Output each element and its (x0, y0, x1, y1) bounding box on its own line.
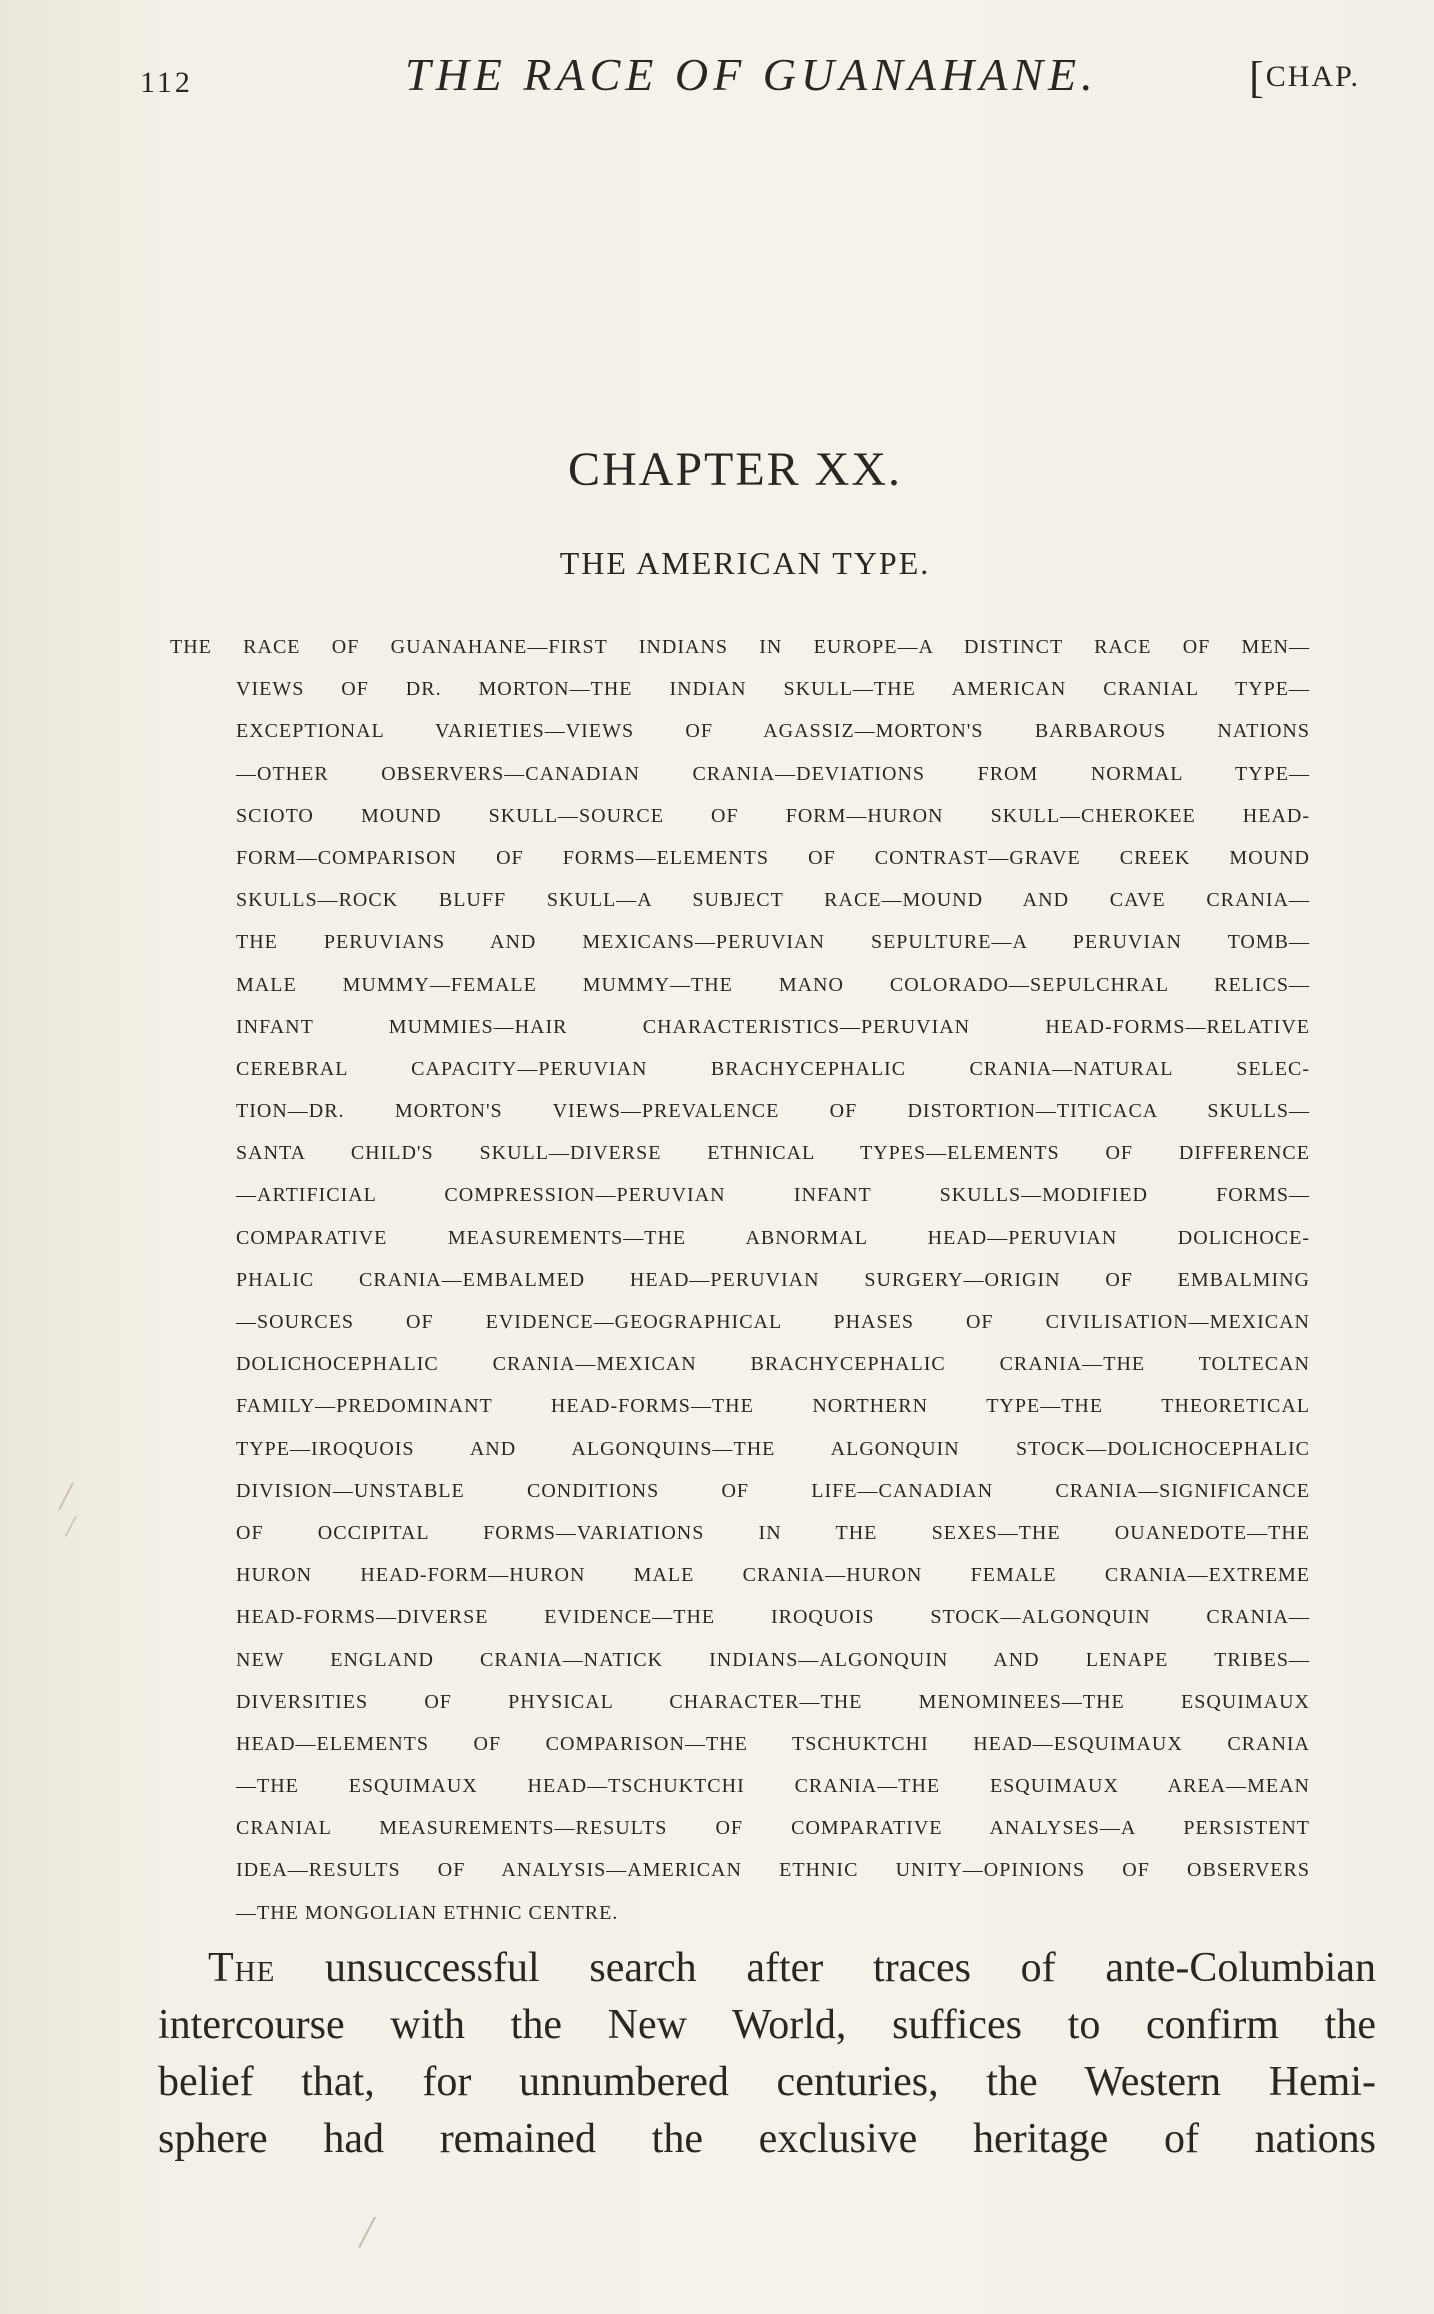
body-paragraph (158, 1940, 1376, 2168)
chapter-heading: CHAPTER XX. (567, 443, 903, 496)
body-line-text: unsuccessful search after traces of ante-Columbian (275, 1945, 1376, 1991)
synopsis-line: SANTA CHILD'S SKULL—DIVERSE ETHNICAL TYPES—ELEMENTS OF DIFFERENCE (236, 1142, 1310, 1165)
synopsis-line: —OTHER OBSERVERS—CANADIAN CRANIA—DEVIATIONS FROM NORMAL TYPE— (236, 762, 1310, 785)
synopsis-line: CRANIAL MEASUREMENTS—RESULTS OF COMPARATIVE ANALYSES—A PERSISTENT (236, 1817, 1310, 1840)
synopsis-line: —ARTIFICIAL COMPRESSION—PERUVIAN INFANT SKULLS—MODIFIED FORMS— (236, 1184, 1310, 1207)
synopsis-line: FAMILY—PREDOMINANT HEAD-FORMS—THE NORTHERN TYPE—THE THEORETICAL (236, 1395, 1310, 1418)
chapter-mark (1249, 52, 1360, 103)
body-line (158, 1940, 1376, 1997)
synopsis-line: —THE MONGOLIAN ETHNIC CENTRE. (236, 1901, 619, 1924)
synopsis-line: DIVERSITIES OF PHYSICAL CHARACTER—THE MENOMINEES—THE ESQUIMAUX (236, 1690, 1310, 1713)
page-number: 112 (140, 66, 193, 99)
synopsis-line: NEW ENGLAND CRANIA—NATICK INDIANS—ALGONQUIN AND LENAPE TRIBES— (236, 1648, 1310, 1671)
body-line: intercourse with the New World, suffices to confirm the (158, 2002, 1376, 2048)
synopsis-line: THE RACE OF GUANAHANE—FIRST INDIANS IN EUROPE—A DISTINCT RACE OF MEN— (170, 636, 1310, 658)
running-title: THE RACE OF GUANAHANE. (405, 49, 1098, 100)
running-head (140, 48, 1360, 108)
body-line: belief that, for unnumbered centuries, the Western Hemi- (158, 2059, 1376, 2105)
first-word: The (208, 1945, 276, 1991)
synopsis-line: COMPARATIVE MEASUREMENTS—THE ABNORMAL HEAD—PERUVIAN DOLICHOCE- (236, 1226, 1310, 1249)
synopsis-line: SCIOTO MOUND SKULL—SOURCE OF FORM—HURON SKULL—CHEROKEE HEAD- (236, 804, 1310, 827)
synopsis-line: THE PERUVIANS AND MEXICANS—PERUVIAN SEPULTURE—A PERUVIAN TOMB— (236, 931, 1310, 954)
synopsis-line: TYPE—IROQUOIS AND ALGONQUINS—THE ALGONQUIN STOCK—DOLICHOCEPHALIC (236, 1437, 1310, 1460)
chapter-synopsis (170, 626, 1310, 1934)
synopsis-line: CEREBRAL CAPACITY—PERUVIAN BRACHYCEPHALIC CRANIA—NATURAL SELEC- (236, 1057, 1310, 1080)
synopsis-line: —THE ESQUIMAUX HEAD—TSCHUKTCHI CRANIA—THE ESQUIMAUX AREA—MEAN (236, 1775, 1310, 1798)
synopsis-line: DIVISION—UNSTABLE CONDITIONS OF LIFE—CANADIAN CRANIA—SIGNIFICANCE (236, 1479, 1310, 1502)
synopsis-line: HEAD—ELEMENTS OF COMPARISON—THE TSCHUKTCHI HEAD—ESQUIMAUX CRANIA (236, 1732, 1310, 1755)
chapter-subtitle: THE AMERICAN TYPE. (559, 545, 931, 581)
body-line: sphere had remained the exclusive heritage of nations (158, 2116, 1376, 2162)
margin-pencil-mark: / (66, 1510, 75, 1543)
synopsis-line: EXCEPTIONAL VARIETIES—VIEWS OF AGASSIZ—MORTON'S BARBAROUS NATIONS (236, 720, 1310, 743)
synopsis-line: SKULLS—ROCK BLUFF SKULL—A SUBJECT RACE—MOUND AND CAVE CRANIA— (236, 889, 1310, 912)
synopsis-line: FORM—COMPARISON OF FORMS—ELEMENTS OF CONTRAST—GRAVE CREEK MOUND (236, 846, 1310, 869)
synopsis-line: OF OCCIPITAL FORMS—VARIATIONS IN THE SEXES—THE OUANEDOTE—THE (236, 1521, 1310, 1544)
margin-pencil-mark: / (60, 1473, 72, 1518)
synopsis-line: HURON HEAD-FORM—HURON MALE CRANIA—HURON FEMALE CRANIA—EXTREME (236, 1564, 1310, 1587)
synopsis-line: DOLICHOCEPHALIC CRANIA—MEXICAN BRACHYCEPHALIC CRANIA—THE TOLTECAN (236, 1353, 1310, 1376)
synopsis-line: TION—DR. MORTON'S VIEWS—PREVALENCE OF DISTORTION—TITICACA SKULLS— (236, 1100, 1310, 1123)
chapter-mark-label: CHAP. (1265, 60, 1360, 93)
chapter-mark-bracket: [ (1249, 53, 1266, 102)
synopsis-line: MALE MUMMY—FEMALE MUMMY—THE MANO COLORADO—SEPULCHRAL RELICS— (236, 973, 1310, 996)
synopsis-line: —SOURCES OF EVIDENCE—GEOGRAPHICAL PHASES OF CIVILISATION—MEXICAN (236, 1311, 1310, 1333)
synopsis-line: HEAD-FORMS—DIVERSE EVIDENCE—THE IROQUOIS STOCK—ALGONQUIN CRANIA— (236, 1606, 1310, 1629)
synopsis-line: VIEWS OF DR. MORTON—THE INDIAN SKULL—THE AMERICAN CRANIAL TYPE— (236, 678, 1310, 701)
synopsis-line: IDEA—RESULTS OF ANALYSIS—AMERICAN ETHNIC UNITY—OPINIONS OF OBSERVERS (236, 1859, 1310, 1882)
margin-pencil-mark: / (360, 2206, 373, 2257)
synopsis-line: INFANT MUMMIES—HAIR CHARACTERISTICS—PERUVIAN HEAD-FORMS—RELATIVE (236, 1015, 1310, 1038)
synopsis-line: PHALIC CRANIA—EMBALMED HEAD—PERUVIAN SURGERY—ORIGIN OF EMBALMING (236, 1268, 1310, 1291)
